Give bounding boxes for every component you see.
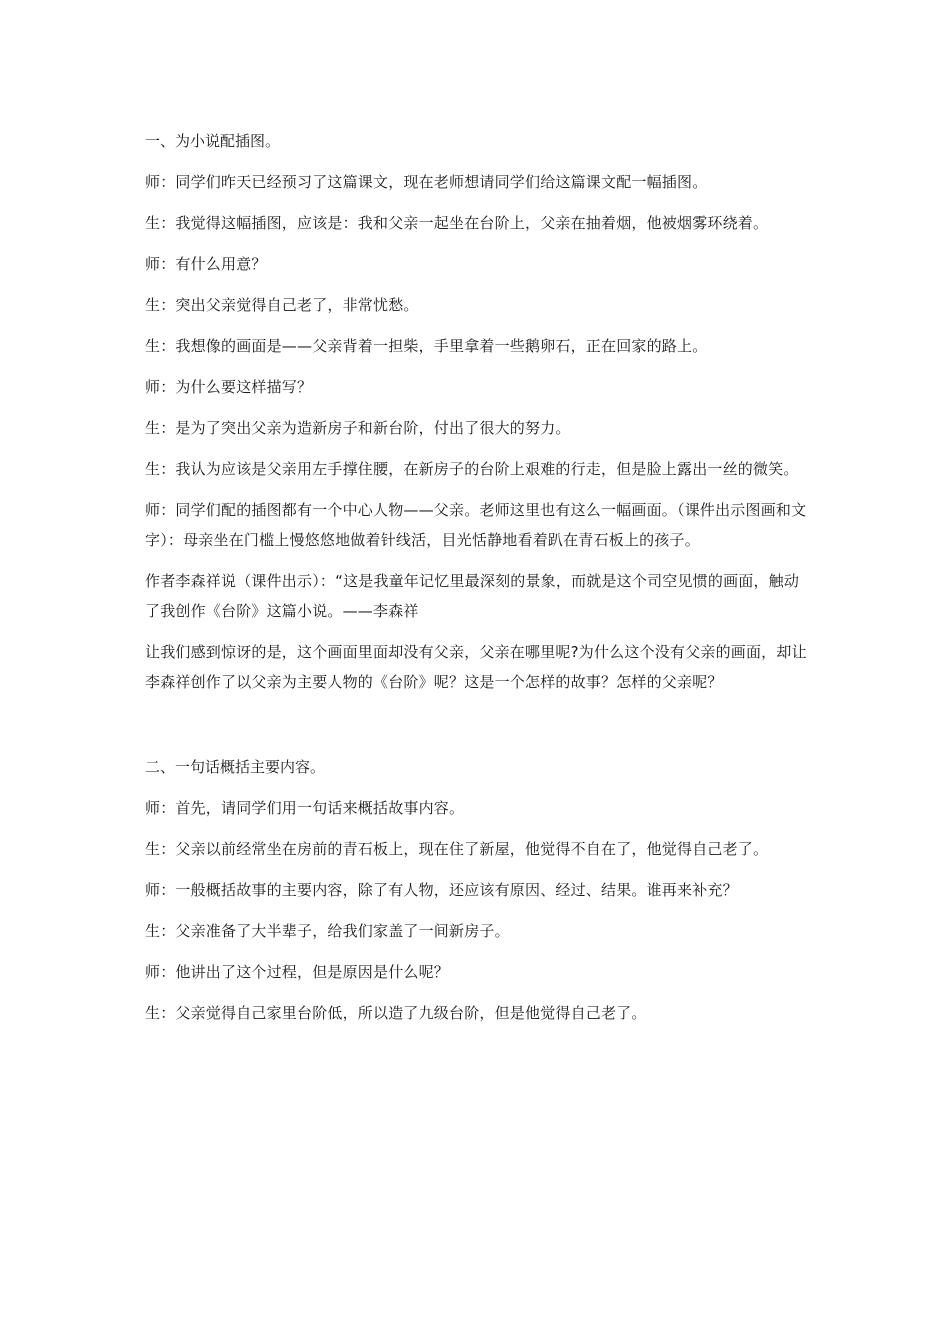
dialogue-line: 生：是为了突出父亲为造新房子和新台阶，付出了很大的努力。 <box>145 419 571 437</box>
dialogue-line: 师：为什么要这样描写？ <box>145 378 313 396</box>
section-spacer <box>145 708 810 752</box>
dialogue-line: 师：一般概括故事的主要内容，除了有人物，还应该有原因、经过、结果。谁再来补充？ <box>145 881 738 899</box>
section-1-heading: 一、为小说配插图。 <box>145 132 281 150</box>
narration-paragraph: 让我们感到惊讶的是，这个画面里面却没有父亲，父亲在哪里呢?为什么这个没有父亲的画面，却让李森祥创作了以父亲为主要人物的《台阶》呢？这是一个怎样的故事？怎样的父亲呢？ <box>145 643 807 691</box>
section-2-heading: 二、一句话概括主要内容。 <box>145 758 326 776</box>
document-body <box>145 126 810 1039</box>
dialogue-line: 生：父亲以前经常坐在房前的青石板上，现在住了新屋，他觉得不自在了，他觉得自己老了。 <box>145 840 769 858</box>
author-quote: 作者李森祥说（课件出示）：“这是我童年记忆里最深刻的景象，而就是这个司空见惯的画面，触动了我创作《台阶》这篇小说。——李森祥 <box>145 572 800 620</box>
dialogue-line: 师：同学们配的插图都有一个中心人物——父亲。老师这里也有这么一幅画面。（课件出示图画和文字）：母亲坐在门槛上慢悠悠地做着针线活，目光恬静地看着趴在青石板上的孩子。 <box>145 501 807 549</box>
dialogue-line: 师：同学们昨天已经预习了这篇课文，现在老师想请同学们给这篇课文配一幅插图。 <box>145 173 708 191</box>
dialogue-line: 生：父亲觉得自己家里台阶低，所以造了九级台阶，但是他觉得自己老了。 <box>145 1004 647 1022</box>
dialogue-line: 师：他讲出了这个过程，但是原因是什么呢？ <box>145 963 450 981</box>
dialogue-line: 生：我觉得这幅插图，应该是：我和父亲一起坐在台阶上，父亲在抽着烟，他被烟雾环绕着。 <box>145 214 769 232</box>
dialogue-line: 师：首先，请同学们用一句话来概括故事内容。 <box>145 799 465 817</box>
dialogue-line: 生：突出父亲觉得自己老了，非常忧愁。 <box>145 296 419 314</box>
dialogue-line: 生：父亲准备了大半辈子，给我们家盖了一间新房子。 <box>145 922 510 940</box>
dialogue-line: 师：有什么用意？ <box>145 255 267 273</box>
dialogue-line: 生：我想像的画面是——父亲背着一担柴，手里拿着一些鹅卵石，正在回家的路上。 <box>145 337 708 355</box>
dialogue-line: 生：我认为应该是父亲用左手撑住腰，在新房子的台阶上艰难的行走，但是脸上露出一丝的微笑。 <box>145 460 799 478</box>
